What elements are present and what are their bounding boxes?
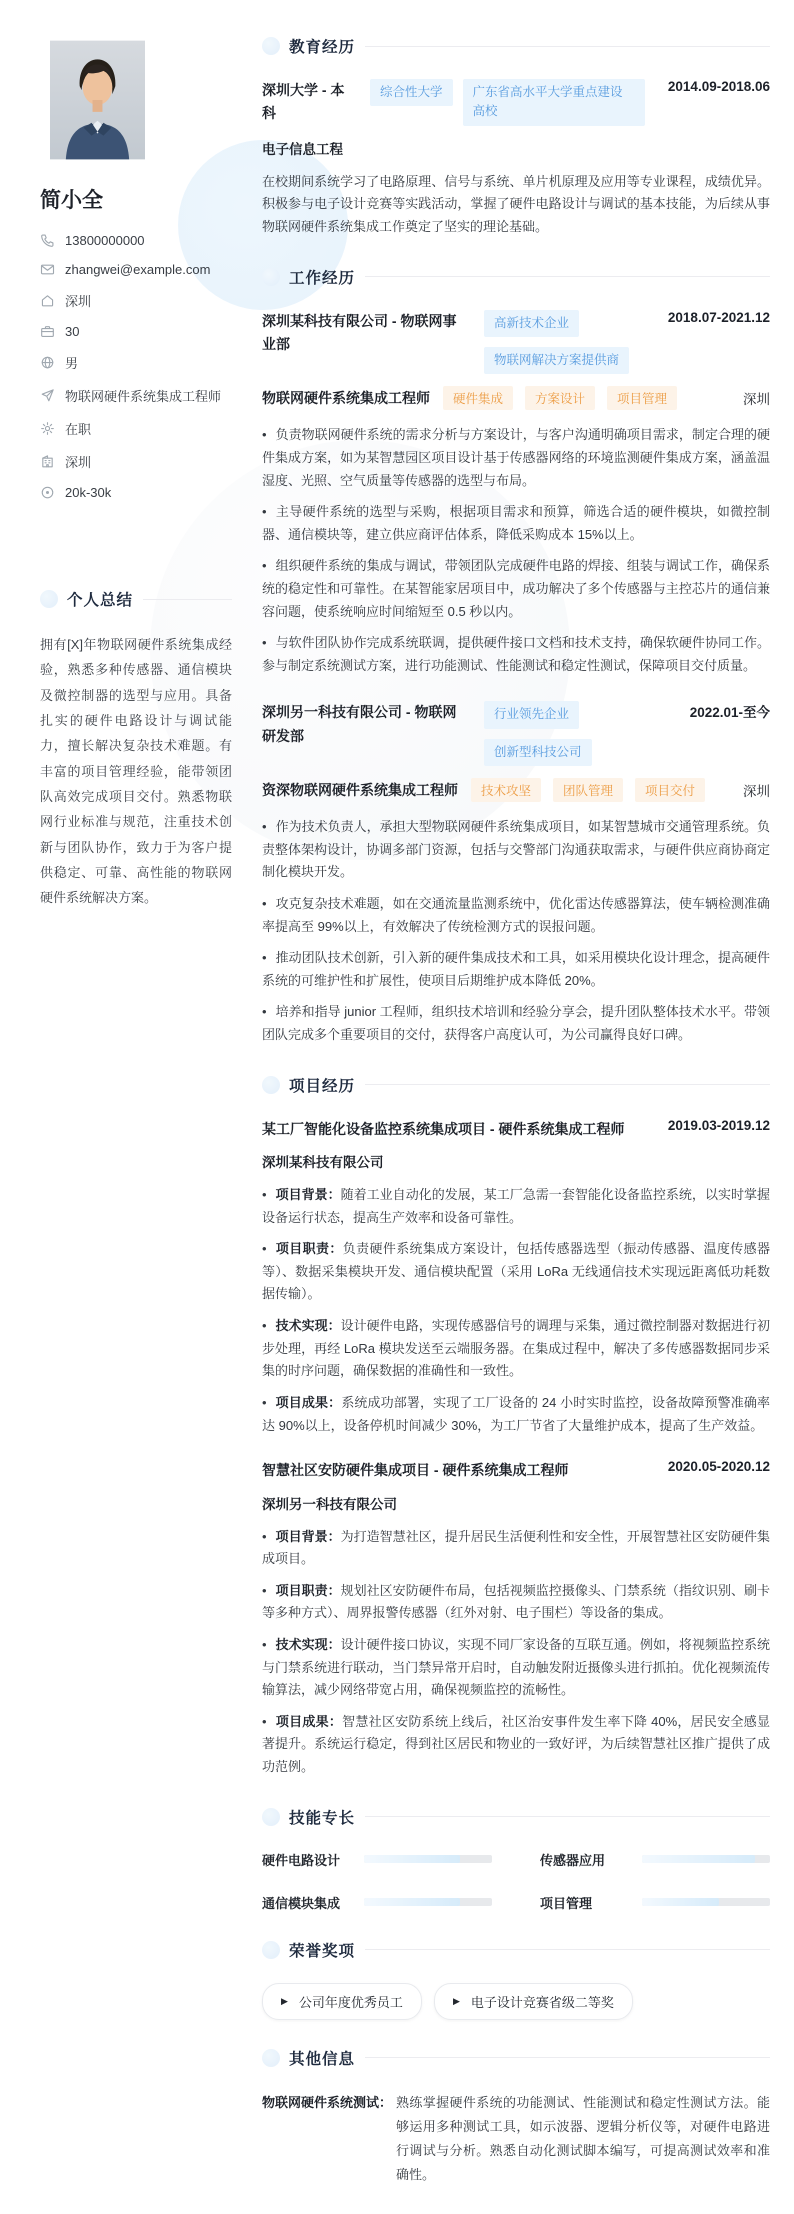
honor-label: 电子设计竞赛省级二等奖 [470, 1994, 614, 2010]
education-date: 2014.09-2018.06 [667, 79, 770, 94]
briefcase-icon [40, 324, 55, 339]
other-info-row [262, 2091, 770, 2187]
project-name: 智慧社区安防硬件集成项目 - 硬件系统集成工程师 [262, 1462, 569, 1479]
profile-photo [50, 40, 145, 160]
project-name: 某工厂智能化设备监控系统集成项目 - 硬件系统集成工程师 [262, 1120, 625, 1137]
main-column [232, 0, 794, 2214]
project-bullet: • 技术实现：设计硬件接口协议，实现不同厂家设备的互联互通。例如，将视频监控系统与门禁系统进行联动，当门禁异常开启时，自动触发附近摄像头进行抓拍。优化视频流传输算法，减少网络带宽占用，确保视频监控的流畅性。 [262, 1634, 770, 1702]
contact-item [40, 324, 232, 339]
project-date: 2019.03-2019.12 [667, 1117, 770, 1133]
company-tag: 行业领先企业 [484, 701, 579, 728]
target-icon [40, 485, 55, 500]
bullet-label: 项目成果： [275, 1713, 343, 1729]
skill-label: 项目管理 [540, 1895, 593, 1911]
project-bullets [262, 1184, 770, 1437]
skill-label: 硬件电路设计 [262, 1852, 341, 1868]
school-tag: 广东省高水平大学重点建设高校 [463, 79, 645, 126]
school-tag: 综合性大学 [370, 79, 453, 106]
contact-item [40, 353, 232, 372]
skills-section [262, 1806, 770, 1912]
section-divider [365, 1084, 770, 1085]
bullet-label: 技术实现： [275, 1318, 341, 1334]
contact-item [40, 291, 232, 310]
bullet-label: 项目职责： [275, 1582, 341, 1598]
section-dot-icon [262, 2049, 280, 2067]
contact-text: 深圳 [65, 294, 92, 309]
role-tag: 团队管理 [553, 778, 623, 802]
company-row [262, 310, 770, 375]
section-dot-icon [262, 268, 280, 286]
section-dot-icon [262, 37, 280, 55]
skill-item [262, 1893, 492, 1912]
company-name: 深圳另一科技有限公司 - 物联网研发部 [262, 704, 457, 744]
job-bullet: • 与软件团队协作完成系统联调，提供硬件接口文档和技术支持，确保软硬件协同工作。参与制定系统测试方案，进行功能测试、性能测试和稳定性测试，保障项目交付质量。 [262, 632, 770, 677]
job-bullets [262, 424, 770, 677]
company-name: 深圳某科技有限公司 - 物联网事业部 [262, 312, 457, 352]
work-header [262, 266, 770, 288]
portrait-illustration [50, 40, 145, 160]
project-date: 2020.05-2020.12 [667, 1459, 770, 1475]
project-title-row [262, 1459, 770, 1481]
job-role: 物联网硬件系统集成工程师 [262, 390, 430, 407]
contact-list [40, 233, 232, 500]
company-tags [484, 310, 658, 375]
honor-button[interactable] [262, 1983, 422, 2020]
work-title: 工作经历 [289, 269, 356, 287]
role-tag: 技术攻坚 [471, 778, 541, 802]
honor-button[interactable] [434, 1983, 633, 2020]
skill-fill [364, 1855, 460, 1863]
other-title: 其他信息 [289, 2050, 356, 2068]
job-bullet: • 作为技术负责人，承担大型物联网硬件系统集成项目，如某智慧城市交通管理系统。负责整体架构设计，协调多部门资源，包括与交警部门沟通获取需求，与硬件供应商协商定制化模块开发。 [262, 816, 770, 884]
contact-text: 深圳 [65, 455, 92, 470]
company-tag: 创新型科技公司 [484, 739, 592, 766]
projects-header [262, 1074, 770, 1096]
school-name: 深圳大学 - 本科 [262, 82, 345, 122]
bullet-label: 项目背景： [275, 1528, 341, 1544]
project-bullet: • 项目背景：为打造智慧社区，提升居民生活便利性和安全性，开展智慧社区安防硬件集成项目。 [262, 1526, 770, 1571]
education-header [262, 35, 770, 57]
skills-title: 技能专长 [289, 1809, 356, 1827]
education-entry-row [262, 79, 770, 126]
job-location: 深圳 [743, 784, 770, 800]
other-section [262, 2047, 770, 2187]
contact-text: 30 [65, 324, 80, 339]
section-divider [365, 276, 770, 277]
project-entry [262, 1459, 770, 1778]
paper-plane-icon [40, 388, 55, 403]
honors-section [262, 1939, 770, 2020]
section-divider [143, 599, 232, 600]
other-info-label: 物联网硬件系统测试： [262, 2094, 393, 2110]
job-entry [262, 310, 770, 678]
section-divider [365, 1816, 770, 1817]
contact-item [40, 233, 232, 248]
skill-bar [642, 1855, 770, 1863]
project-title-row [262, 1118, 770, 1140]
building-icon [40, 454, 55, 469]
bullet-label: 项目成果： [275, 1394, 342, 1410]
home-icon [40, 293, 55, 308]
job-list [262, 310, 770, 1047]
summary-section-header [40, 588, 232, 610]
company-tags [484, 701, 680, 766]
section-dot-icon [262, 1076, 280, 1094]
sidebar [0, 0, 232, 2214]
contact-item [40, 485, 232, 500]
skill-fill [642, 1855, 755, 1863]
job-bullet: • 推动团队技术创新，引入新的硬件集成技术和工具，如采用模块化设计理念，提高硬件系统的可维护性和扩展性，使项目后期维护成本降低 20%。 [262, 947, 770, 992]
play-icon: ▶ [281, 1995, 288, 2006]
other-header [262, 2047, 770, 2069]
bullet-label: 项目职责： [275, 1241, 343, 1257]
job-bullet: • 组织硬件系统的集成与调试，带领团队完成硬件电路的焊接、组装与调试工作，确保系统的稳定性和可靠性。在某智能家居项目中，成功解决了多个传感器与主控芯片的通信兼容问题，使系统响应时间缩短至 0.5 秒以内。 [262, 555, 770, 623]
company-tag: 高新技术企业 [484, 310, 579, 337]
bullet-label: 项目背景： [275, 1187, 341, 1203]
summary-text: 拥有[X]年物联网硬件系统集成经验，熟悉多种传感器、通信模块及微控制器的选型与应用。具备扎实的硬件电路设计与调试能力，擅长解决复杂技术难题。有丰富的项目管理经验，能带领团队高效完成项目交付。熟悉物联网行业标准与规范，注重技术创新与团队协作，致力于为客户提供稳定、可靠、高性能的物联网硬件系统解决方案。 [40, 637, 232, 906]
job-entry [262, 701, 770, 1046]
phone-icon [40, 233, 55, 248]
bullet-label: 技术实现： [275, 1636, 341, 1652]
section-divider [365, 46, 770, 47]
education-desc: 在校期间系统学习了电路原理、信号与系统、单片机原理及应用等专业课程，成绩优异。积极参与电子设计竞赛等实践活动，掌握了硬件电路设计与调试的基本技能，为后续从事物联网硬件系统集成工作奠定了坚实的理论基础。 [262, 173, 770, 234]
contact-text: 在职 [65, 422, 92, 437]
job-bullet: • 负责物联网硬件系统的需求分析与方案设计，与客户沟通明确项目需求，制定合理的硬件集成方案，如为某智慧园区项目设计基于传感器网络的环境监测硬件集成方案，涵盖温湿度、光照、空气质量等传感器的选型与布局。 [262, 424, 770, 492]
play-icon: ▶ [452, 1995, 460, 2006]
project-bullet: • 项目职责：负责硬件系统集成方案设计，包括传感器选型（振动传感器、温度传感器等）、数据采集模块开发、通信模块配置（采用 LoRa 无线通信技术实现远距离低功耗数据传输）。 [262, 1238, 770, 1306]
job-bullet: • 主导硬件系统的选型与采购，根据项目需求和预算，筛选合适的硬件模块，如微控制器、通信模块等，建立供应商评估体系，降低采购成本 15%以上。 [262, 501, 770, 546]
project-bullet: • 项目成果：系统成功部署，实现了工厂设备的 24 小时实时监控，设备故障预警准确率达 90%以上，设备停机时间减少 30%，为工厂节省了大量维护成本，提高了生产效益。 [262, 1392, 770, 1437]
role-row [262, 386, 770, 410]
education-title: 教育经历 [289, 39, 356, 56]
summary-title: 个人总结 [67, 592, 134, 609]
contact-item [40, 452, 232, 471]
candidate-name: 简小全 [40, 189, 103, 212]
contact-text: 男 [65, 356, 79, 371]
job-date: 2018.07-2021.12 [667, 309, 770, 325]
other-info-text: 熟练掌握硬件系统的功能测试、性能测试和稳定性测试方法。能够运用多种测试工具，如示波器、逻辑分析仪等，对硬件电路进行调试与分析。熟悉自动化测试脚本编写，可提高测试效率和准确性。 [396, 2094, 770, 2182]
role-tag: 项目交付 [635, 778, 705, 802]
job-bullet: • 攻克复杂技术难题，如在交通流量监测系统中，优化雷达传感器算法，使车辆检测准确率提高至 99%以上，有效解决了传统检测方式的误报问题。 [262, 893, 770, 938]
honors-header [262, 1939, 770, 1961]
major-name: 电子信息工程 [262, 141, 343, 157]
skill-item [540, 1850, 770, 1869]
project-bullet: • 项目背景：随着工业自动化的发展，某工厂急需一套智能化设备监控系统，以实时掌握设备运行状态，提高生产效率和设备可靠性。 [262, 1184, 770, 1229]
project-entry [262, 1118, 770, 1437]
skill-label: 通信模块集成 [262, 1895, 341, 1911]
skills-header [262, 1806, 770, 1828]
projects-section [262, 1074, 770, 1779]
project-list [262, 1118, 770, 1779]
skill-fill [364, 1898, 460, 1906]
gear-icon [40, 421, 55, 436]
skill-list [262, 1850, 770, 1912]
company-tag: 物联网解决方案提供商 [484, 347, 629, 374]
contact-text: zhangwei@example.com [65, 262, 211, 277]
email-icon [40, 262, 55, 277]
skill-bar [364, 1898, 492, 1906]
project-bullets [262, 1526, 770, 1779]
skill-label: 传感器应用 [540, 1852, 606, 1868]
contact-item [40, 262, 232, 277]
role-tag: 项目管理 [607, 386, 677, 410]
project-bullet: • 项目职责：规划社区安防硬件布局，包括视频监控摄像头、门禁系统（指纹识别、刷卡等多种方式）、周界报警传感器（红外对射、电子围栏）等设备的集成。 [262, 1580, 770, 1625]
section-dot-icon [262, 1941, 280, 1959]
job-bullets [262, 816, 770, 1046]
job-location: 深圳 [743, 392, 770, 408]
honor-label: 公司年度优秀员工 [298, 1994, 403, 2010]
globe-icon [40, 355, 55, 370]
job-date: 2022.01-至今 [689, 705, 770, 721]
section-dot-icon [40, 590, 58, 608]
section-divider [365, 1949, 770, 1950]
project-bullet: • 技术实现：设计硬件电路，实现传感器信号的调理与采集，通过微控制器对数据进行初步处理，再经 LoRa 模块发送至云端服务器。在集成过程中，解决了多传感器数据同步采集的时序问题，确保数据的准确性和一致性。 [262, 1315, 770, 1383]
honor-list [262, 1983, 770, 2020]
job-bullet: • 培养和指导 junior 工程师，组织技术培训和经验分享会，提升团队整体技术水平。带领团队完成多个重要项目的交付，获得客户高度认可，为公司赢得良好口碑。 [262, 1001, 770, 1046]
honors-title: 荣誉奖项 [289, 1942, 356, 1960]
contact-text: 物联网硬件系统集成工程师 [65, 389, 222, 404]
section-dot-icon [262, 1808, 280, 1826]
skill-fill [642, 1898, 719, 1906]
company-row [262, 701, 770, 766]
role-tag: 硬件集成 [443, 386, 513, 410]
contact-text: 20k-30k [65, 485, 112, 500]
section-divider [365, 2057, 770, 2058]
project-company: 深圳某科技有限公司 [262, 1155, 384, 1171]
skill-bar [642, 1898, 770, 1906]
school-tags [370, 79, 645, 126]
project-company: 深圳另一科技有限公司 [262, 1496, 397, 1512]
work-section [262, 266, 770, 1047]
job-role: 资深物联网硬件系统集成工程师 [262, 782, 458, 799]
contact-item [40, 419, 232, 438]
skill-item [262, 1850, 492, 1869]
skill-bar [364, 1855, 492, 1863]
contact-text: 13800000000 [65, 233, 145, 248]
role-row [262, 778, 770, 802]
projects-title: 项目经历 [289, 1077, 356, 1095]
role-tags [471, 778, 705, 802]
role-tag: 方案设计 [525, 386, 595, 410]
skill-item [540, 1893, 770, 1912]
contact-item [40, 386, 232, 405]
role-tags [443, 386, 677, 410]
project-bullet: • 项目成果：智慧社区安防系统上线后，社区治安事件发生率下降 40%，居民安全感显著提升。系统运行稳定，得到社区居民和物业的一致好评，为后续智慧社区推广提供了成功范例。 [262, 1711, 770, 1779]
education-section [262, 35, 770, 239]
